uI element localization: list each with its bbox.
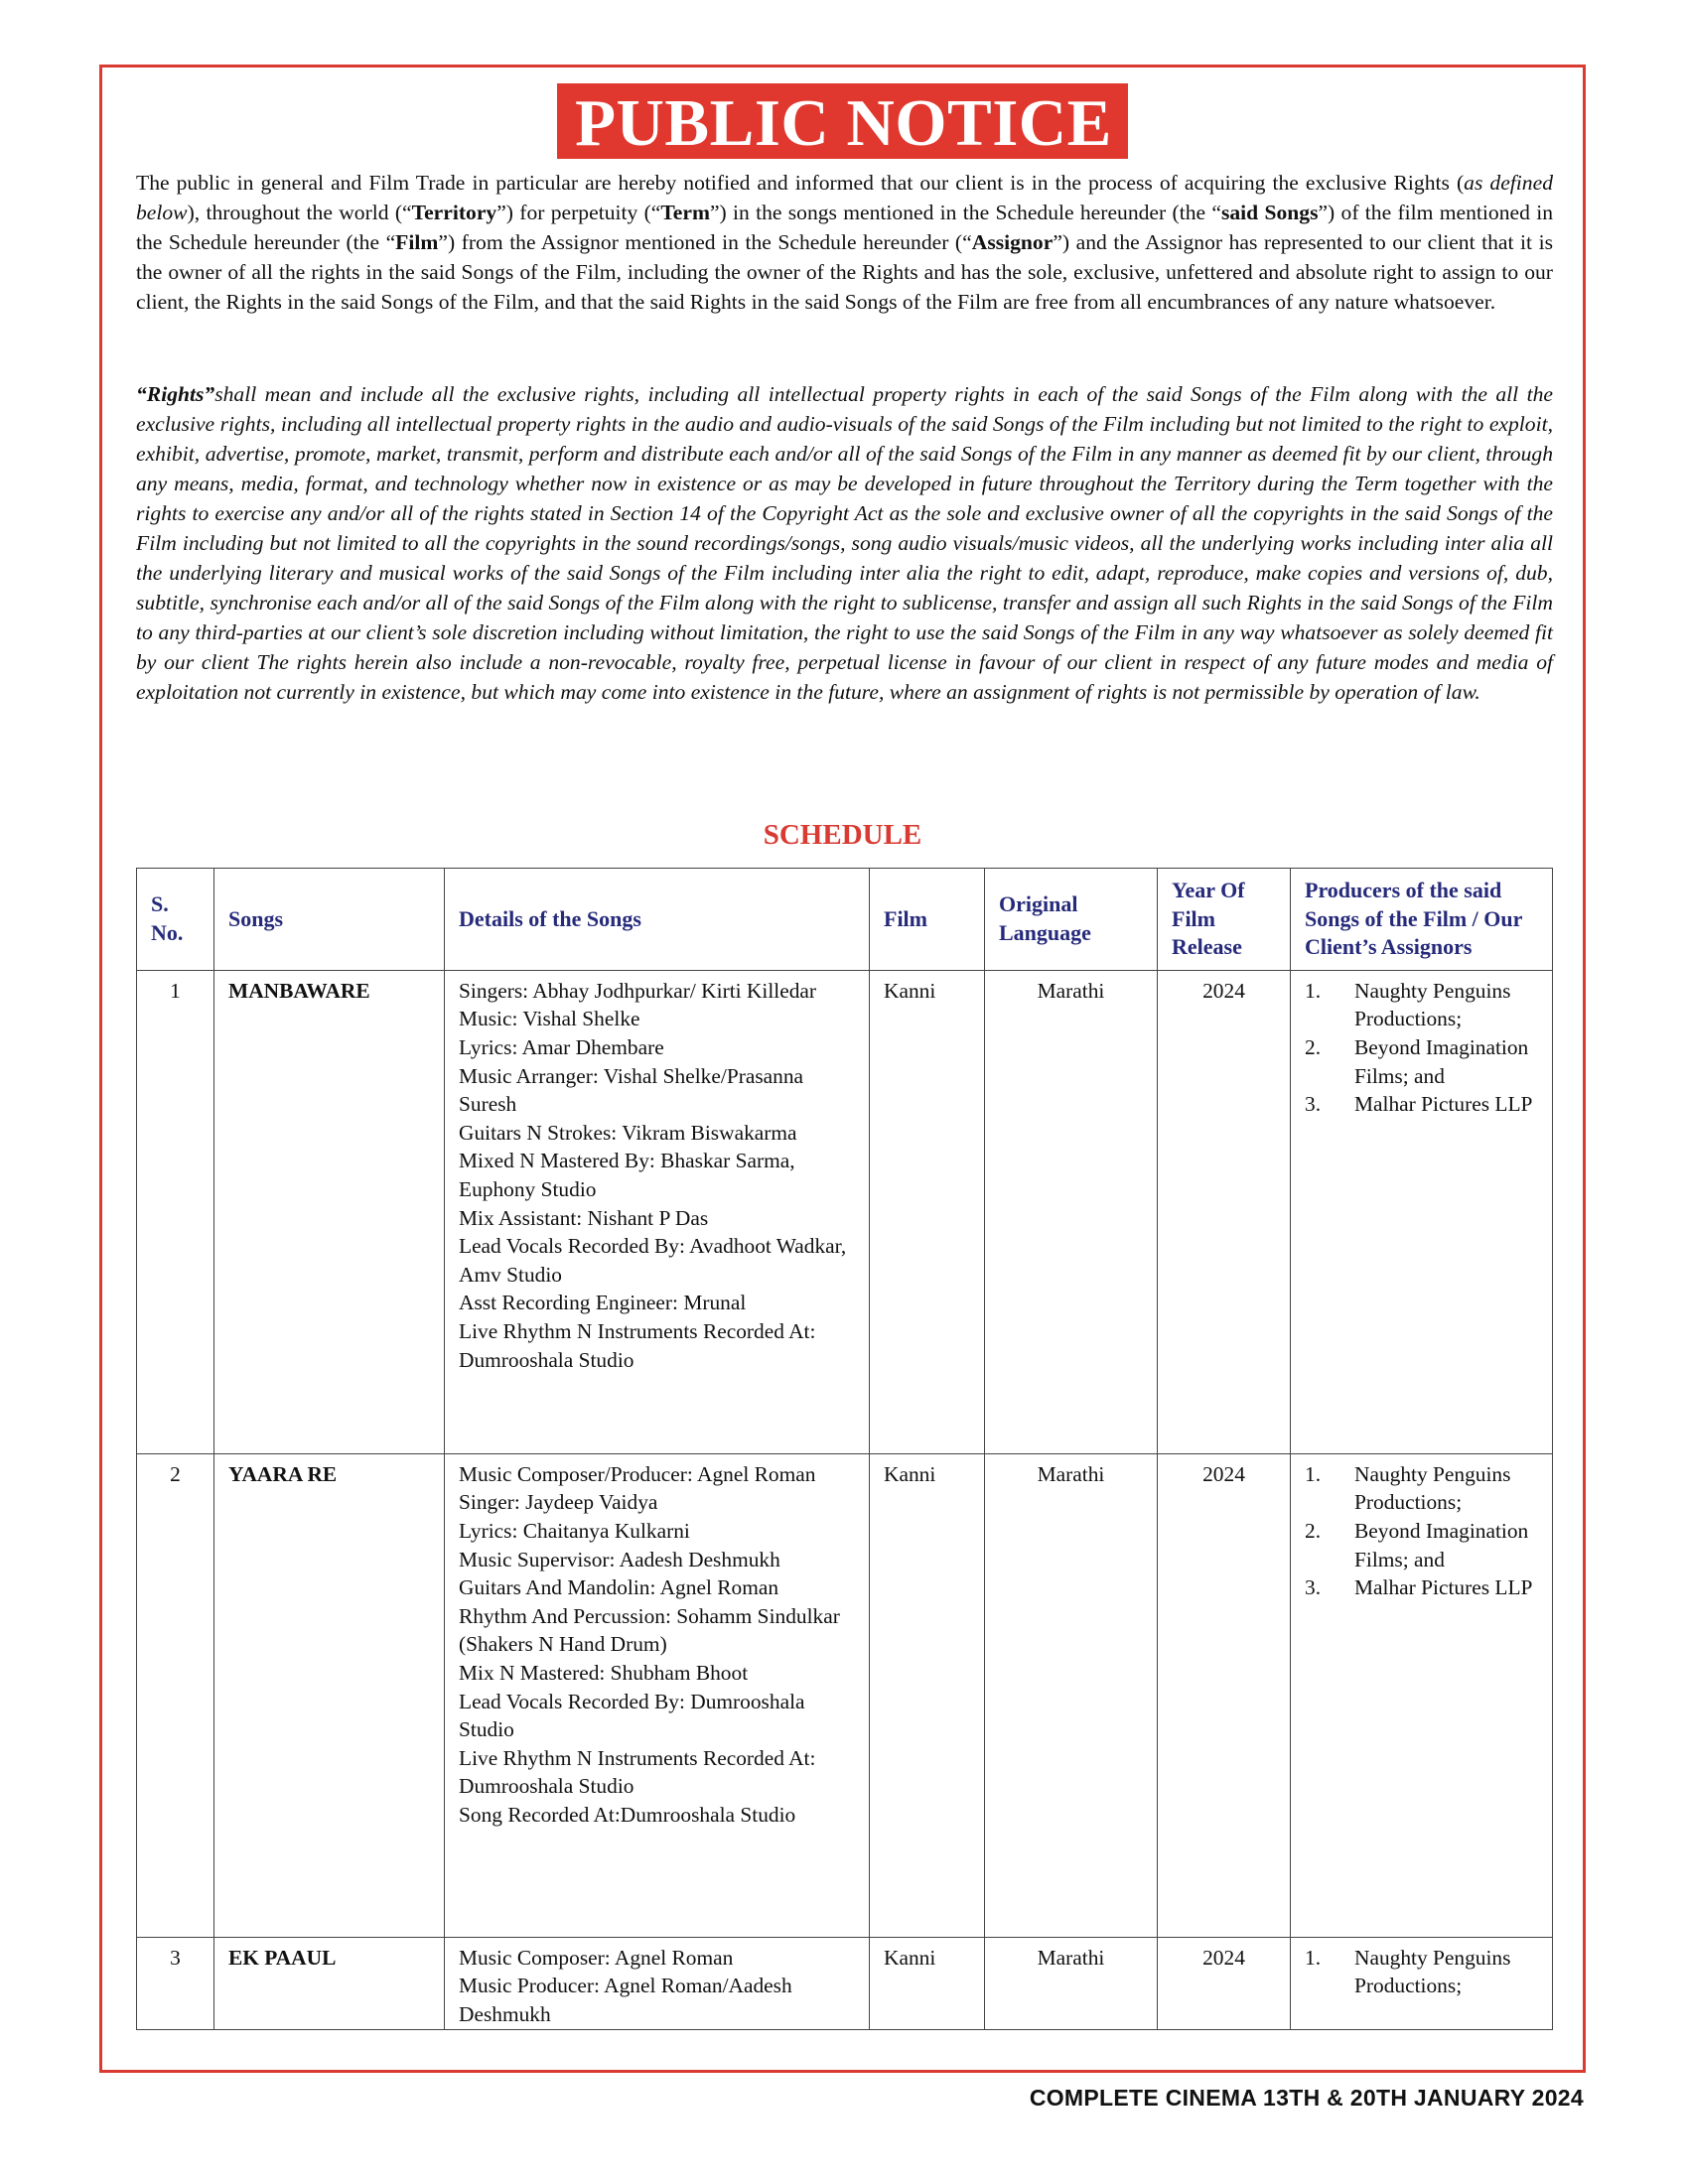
serial-number-cell: 3 [137,1937,214,2029]
song-detail-line: Guitars N Strokes: Vikram Biswakarma [459,1120,797,1145]
song-detail-line: Singer: Jaydeep Vaidya [459,1490,658,1515]
table-header-row [137,869,1553,971]
column-header: Songs [214,869,445,971]
song-details-cell [445,970,870,1453]
producer-item [1305,1944,1538,2000]
song-detail-line: Music Composer/Producer: Agnel Roman [459,1461,816,1486]
producers-cell [1291,970,1553,1453]
producers-list [1305,1460,1538,1602]
intro-segment: Term [660,201,710,224]
producer-item-number: 3. [1305,1575,1322,1600]
producer-item-number: 2. [1305,1034,1322,1059]
producer-name: Naughty Penguins Productions; [1354,1945,1511,1998]
producers-cell [1291,1453,1553,1937]
producers-list [1305,977,1538,1119]
intro-segment: Film [395,230,439,254]
song-detail-line: Lead Vocals Recorded By: Dumrooshala Studio [459,1689,805,1742]
column-header: Original Language [985,869,1158,971]
song-detail-line: Live Rhythm N Instruments Recorded At: Dumrooshala Studio [459,1318,816,1372]
song-detail-line: Music Composer: Agnel Roman [459,1945,734,1970]
notice-title: PUBLIC NOTICE [557,83,1128,159]
schedule-table [136,868,1553,2030]
producer-item-number: 2. [1305,1518,1322,1543]
producer-name: Malhar Pictures LLP [1354,1575,1533,1600]
producer-item-number: 1. [1305,1461,1322,1486]
producer-item-number: 3. [1305,1092,1322,1117]
intro-segment: ”) from the Assignor mentioned in the Schedule hereunder (“ [438,230,972,254]
song-details-cell [445,1453,870,1937]
producers-list [1305,1944,1538,2000]
notice-frame [99,65,1586,2073]
film-cell: Kanni [870,1453,985,1937]
song-detail-line: Lyrics: Amar Dhembare [459,1034,664,1059]
song-detail-line: Lyrics: Chaitanya Kulkarni [459,1518,690,1543]
song-detail-line: Music Arranger: Vishal Shelke/Prasanna Suresh [459,1063,804,1117]
publication-footer: COMPLETE CINEMA 13TH & 20TH JANUARY 2024 [1029,2085,1584,2111]
release-year-cell: 2024 [1158,1453,1291,1937]
producer-name: Naughty Penguins Productions; [1354,978,1511,1031]
producer-item [1305,1090,1538,1119]
column-header: Producers of the said Songs of the Film / Our Client’s Assignors [1291,869,1553,971]
intro-segment: ”) of the film mentioned in the Schedule hereunder (the “ [136,201,1553,254]
song-detail-line: Mixed N Mastered By: Bhaskar Sarma, Euphony Studio [459,1149,795,1201]
producer-item [1305,1033,1538,1090]
producers-cell [1291,1937,1553,2029]
song-detail-line: Lead Vocals Recorded By: Avadhoot Wadkar, Amv Studio [459,1234,847,1287]
film-cell: Kanni [870,970,985,1453]
serial-number-cell: 1 [137,970,214,1453]
producer-item [1305,1517,1538,1573]
song-detail-line: Music: Vishal Shelke [459,1007,640,1031]
producer-name: Malhar Pictures LLP [1354,1092,1533,1117]
release-year-cell: 2024 [1158,970,1291,1453]
song-detail-line: Music Producer: Agnel Roman/Aadesh Deshmukh [459,1974,792,2026]
intro-segment: The public in general and Film Trade in particular are hereby notified and informed that our client is in the process of acquiring the exclusive Rights ( [136,171,1465,195]
language-cell: Marathi [985,1453,1158,1937]
song-title-cell: EK PAAUL [214,1937,445,2029]
intro-segment: Territory [411,201,497,224]
song-detail-line: Music Supervisor: Aadesh Deshmukh [459,1547,780,1571]
table-row [137,970,1553,1453]
language-cell: Marathi [985,1937,1158,2029]
song-detail-line: Song Recorded At:Dumrooshala Studio [459,1802,796,1827]
intro-segment: ), throughout the world (“ [187,201,412,224]
song-detail-line: Mix N Mastered: Shubham Bhoot [459,1660,749,1685]
intro-segment: ”) and the Assignor has represented to our client that it is the owner of all the rights in the said Songs of the Film, including the owner of the Rights and has the sole, exclusive, unfettered and absolute right to assign to our client, the Rights in the said Songs of the Film, and that the said Rights in the said Songs of the Film are free from all encumbrances of any nature whatsoever. [136,230,1553,314]
song-title-cell: MANBAWARE [214,970,445,1453]
song-title-cell: YAARA RE [214,1453,445,1937]
serial-number-cell: 2 [137,1453,214,1937]
language-cell: Marathi [985,970,1158,1453]
intro-segment: Assignor [971,230,1054,254]
intro-segment: as defined below [136,171,1553,224]
column-header: S. No. [137,869,214,971]
column-header: Year Of Film Release [1158,869,1291,971]
producer-item-number: 1. [1305,978,1322,1003]
song-details-cell [445,1937,870,2029]
producer-item [1305,977,1538,1033]
intro-segment: ”) in the songs mentioned in the Schedule hereunder (the “ [709,201,1221,224]
song-detail-line: Mix Assistant: Nishant P Das [459,1205,709,1230]
producer-item-number: 1. [1305,1945,1322,1970]
producer-name: Beyond Imagination Films; and [1354,1518,1529,1571]
producer-name: Beyond Imagination Films; and [1354,1034,1529,1088]
schedule-heading: SCHEDULE [763,819,922,851]
intro-segment: ”) for perpetuity (“ [496,201,661,224]
intro-paragraph [136,168,1553,317]
rights-definition [136,379,1553,707]
intro-segment: said Songs [1220,201,1319,224]
song-detail-line: Rhythm And Percussion: Sohamm Sindulkar (Shakers N Hand Drum) [459,1603,840,1657]
producer-item [1305,1460,1538,1517]
song-detail-line: Guitars And Mandolin: Agnel Roman [459,1575,779,1600]
song-detail-line: Singers: Abhay Jodhpurkar/ Kirti Killedar [459,978,817,1003]
song-detail-line: Live Rhythm N Instruments Recorded At: Dumrooshala Studio [459,1745,816,1799]
producer-item [1305,1573,1538,1602]
producer-name: Naughty Penguins Productions; [1354,1461,1511,1515]
table-row [137,1453,1553,1937]
table-row [137,1937,1553,2029]
rights-term: “Rights” [136,382,215,406]
release-year-cell: 2024 [1158,1937,1291,2029]
rights-text: shall mean and include all the exclusive rights, including all intellectual property rights in each of the said Songs of the Film along with the all the exclusive rights, including all intellectual property rights in the audio and audio-visuals of the said Songs of the Film including but not limited to the right to exploit, exhibit, advertise, promote, market, transmit, perform and distribute each and/or all of the said Songs of the Film in any manner as deemed fit by our client, through any means, media, format, and technology whether now in existence or as may be developed in future throughout the Territory during the Term together with the rights to exercise any and/or all of the rights stated in Section 14 of the Copyright Act as the sole and exclusive owner of all the copyrights in the said Songs of the Film including but not limited to all the copyrights in the sound recordings/songs, song audio visuals/music videos, all the underlying works including inter alia all the underlying literary and musical works of the said Songs of the Film including inter alia the right to edit, adapt, reproduce, make copies and versions of, dub, subtitle, synchronise each and/or all of the said Songs of the Film along with the right to sublicense, transfer and assign all such Rights in the said Songs of the Film to any third-parties at our client’s sole discretion including without limitation, the right to use the said Songs of the Film in any way whatsoever as solely deemed fit by our client The rights herein also include a non-revocable, royalty free, perpetual license in favour of our client in respect of any future modes and media of exploitation not currently in existence, but which may come into existence in the future, where an assignment of rights is not permissible by operation of law. [136,382,1553,704]
film-cell: Kanni [870,1937,985,2029]
column-header: Film [870,869,985,971]
column-header: Details of the Songs [445,869,870,971]
song-detail-line: Asst Recording Engineer: Mrunal [459,1291,747,1315]
